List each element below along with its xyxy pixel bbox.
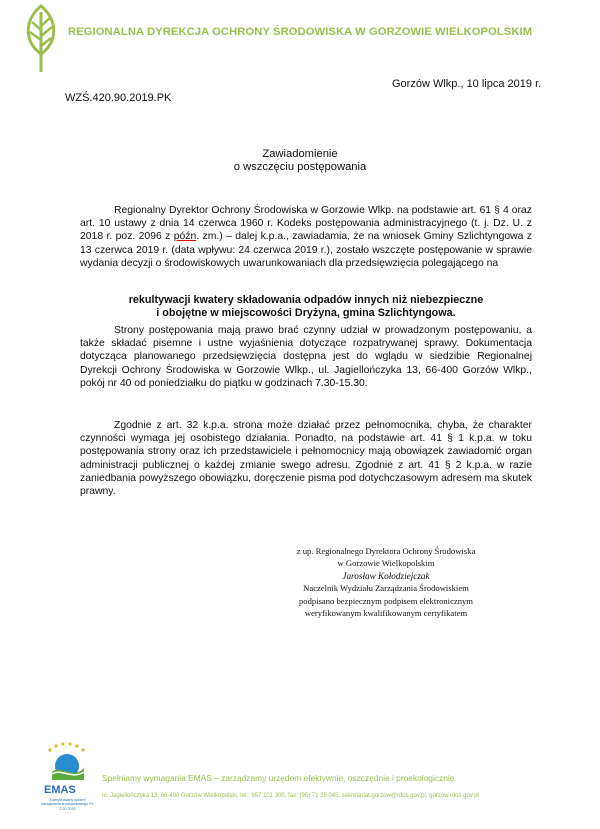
paragraph-4 <box>80 419 532 498</box>
org-name: REGIONALNA DYREKCJA OCHRONY ŚRODOWISKA W GORZOWIE WIELKOPOLSKIM <box>68 26 533 38</box>
project-line-2: i obojętne w miejscowości Dryżyna, gmina Szlichtyngowa. <box>156 307 456 320</box>
paragraph-3-text: Strony postępowania mają prawo brać czynny udział w prowadzonym postępowaniu, a także składać pisemne i ustne wyjaśnienia dotyczące rozpatrywanej sprawy. Dokumentacja dotycząca planowanego przedsięwzięcia dostępna jest do wglądu w siedzibie Regionalnej Dyrekcji Ochrony Środowiska w Gorzowie Wlkp., ul. Jagiellończyka 13, 66-400 Gorzów Wlkp., pokój nr 40 od poniedziałku do piątku w godzinach 7.30-15.30. <box>80 325 532 389</box>
project-line-1: rekultywacji kwatery składowania odpadów innych niż niebezpieczne <box>128 294 484 306</box>
paragraph-1-part-b: . zm.) – dalej k.p.a., zawiadamia, że na wniosek Gminy Szlichtyngowa z 13 czerwca 2019 r. (data wpływu: 24 czerwca 2019 r.), zostało wszczęte postępowanie w sprawie wydania decyzji o środowiskowych uwarunkowaniach dla przedsięwzięcia polegającego na <box>80 231 532 269</box>
signature-line-1: z up. Regionalnego Dyrektora Ochrony Środowiska <box>296 546 476 556</box>
signatory-role: Naczelnik Wydziału Zarządzania Środowiskiem <box>303 583 469 594</box>
paragraph-1-part-a: Regionalny Dyrektor Ochrony Środowiska w Gorzowie Wlkp. na podstawie art. 61 § 4 oraz art. 10 ustawy z dnia 14 czerwca 1960 r. Kodeks postępowania administracyjnego (t. j. Dz. U. z 2018 r. poz. 2096 z <box>80 205 532 243</box>
footer-contact: ul. Jagiellończyka 13, 66-400 Gorzów Wielkopolski, tel.: 957 101 300, fax: (95) 71 25 045, sekretariat.gorzow@rdos.gov.pl, gorzow.rdos.gov.pl <box>102 793 479 799</box>
emas-subtext: Zweryfikowany system zarządzania środowiskowego PL 2.20 2019 <box>41 798 94 811</box>
paragraph-1-underlined: późn <box>173 231 197 243</box>
footer-emas-statement: Spełniamy wymagania EMAS – zarządzamy urzędem efektywnie, oszczędnie i proekologicznie <box>102 773 455 783</box>
letter-title <box>0 148 600 174</box>
title-line-2: o wszczęciu postępowania <box>233 161 367 173</box>
letter-date: Gorzów Wlkp., 10 lipca 2019 r. <box>392 78 542 90</box>
letterhead <box>20 2 580 74</box>
e-signature-note-1: podpisano bezpiecznym podpisem elektronicznym <box>299 595 473 606</box>
paragraph-4-text: Zgodnie z art. 32 k.p.a. strona może działać przez pełnomocnika, chyba, że charakter czynności wymaga jej osobistego działania. Ponadto, na podstawie art. 41 § 1 k.p.a. w toku postępowania strony oraz ich przedstawiciele i pełnomocnicy mają obowiązek zawiadomić organ administracji publicznej o każdej zmianie swego adresu. Zgodnie z art. 41 § 2 k.p.a. w razie zaniedbania powyższego obowiązku, doręczenie pisma pod dotychczasowym adresem ma skutek prawny. <box>80 420 532 498</box>
footer <box>0 740 600 829</box>
paragraph-3 <box>80 324 532 390</box>
reference-number: WZŚ.420.90.2019.PK <box>65 92 172 104</box>
project-description <box>80 294 532 320</box>
signature-line-2: w Gorzowie Wielkopolskim <box>337 558 435 569</box>
emas-label: EMAS <box>44 784 76 796</box>
emas-emblem-icon <box>40 740 95 784</box>
leaf-logo-icon <box>20 2 62 74</box>
emas-logo-icon <box>40 740 95 826</box>
signatory-name: Jarosław Kołodziejczak <box>342 570 430 581</box>
signature-block <box>276 545 496 619</box>
paragraph-1 <box>80 204 532 270</box>
title-line-1: Zawiadomienie <box>262 148 338 160</box>
e-signature-note-2: weryfikowanym kwalifikowanym certyfikatem <box>304 608 468 619</box>
